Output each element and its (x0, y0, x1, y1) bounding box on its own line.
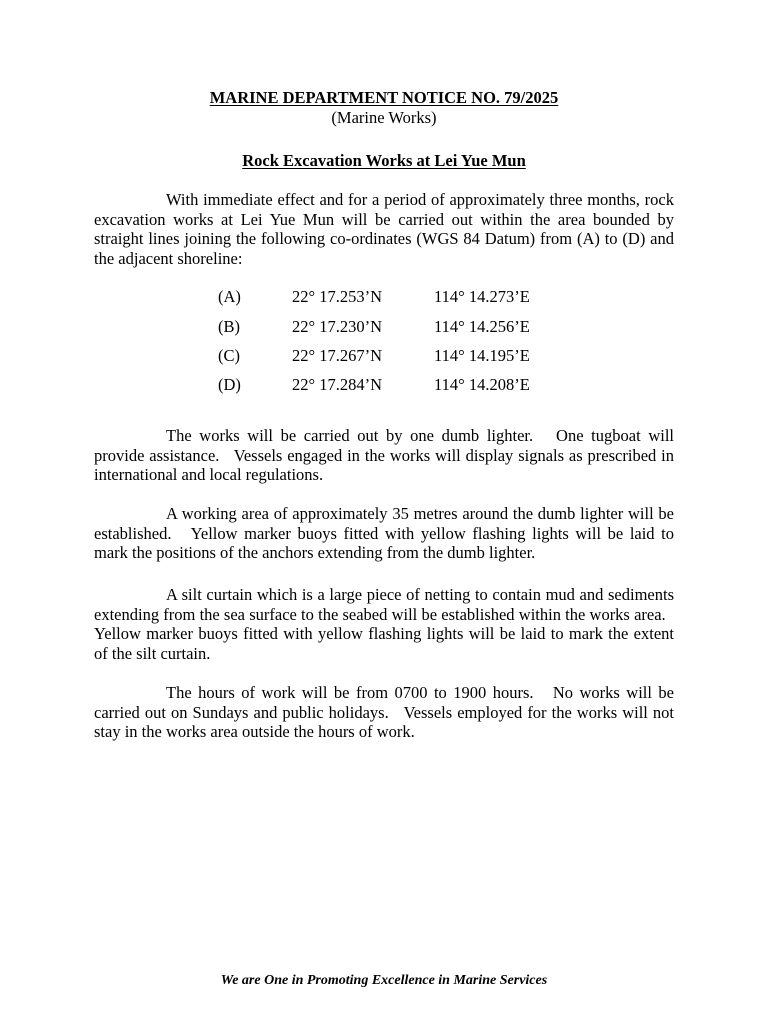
paragraph-hours: The hours of work will be from 0700 to 1900 hours. No works will be carried out on Sundays and public holidays. Vessels employed for the works will not stay in the works area outside the hours of work. (94, 683, 674, 741)
coordinate-longitude: 114° 14.208’E (434, 375, 530, 394)
coordinate-longitude: 114° 14.256’E (434, 317, 530, 336)
footer-motto: We are One in Promoting Excellence in Marine Services (220, 973, 548, 988)
coordinate-label: (A) (218, 287, 241, 306)
coordinate-label: (D) (218, 375, 241, 394)
coordinate-label: (B) (218, 317, 240, 336)
notice-heading: Rock Excavation Works at Lei Yue Mun (242, 151, 526, 170)
coordinate-latitude: 22° 17.230’N (292, 317, 383, 336)
paragraph-lighter: The works will be carried out by one dumb lighter. One tugboat will provide assistance. Vessels engaged in the works will display signals as prescribed in international and local regulations. (94, 426, 674, 484)
coordinate-row (0, 375, 768, 395)
notice-title: MARINE DEPARTMENT NOTICE NO. 79/2025 (209, 88, 559, 107)
paragraph-intro: With immediate effect and for a period of approximately three months, rock excavation works at Lei Yue Mun will be carried out within the area bounded by straight lines joining the following co-ordinates (WGS 84 Datum) from (A) to (D) and the adjacent shoreline: (94, 190, 674, 268)
paragraph-working-area: A working area of approximately 35 metres around the dumb lighter will be established. Yellow marker buoys fitted with yellow flashing lights will be laid to mark the positions of the anchors extending from the dumb lighter. (94, 504, 674, 562)
coordinate-longitude: 114° 14.195’E (434, 346, 530, 365)
coordinate-longitude: 114° 14.273’E (434, 287, 530, 306)
coordinate-latitude: 22° 17.253’N (292, 287, 383, 306)
coordinate-label: (C) (218, 346, 240, 365)
coordinate-row (0, 287, 768, 307)
notice-subtitle: (Marine Works) (331, 108, 437, 127)
paragraph-silt-curtain: A silt curtain which is a large piece of netting to contain mud and sediments extending from the sea surface to the seabed will be established within the works area. Yellow marker buoys fitted with yellow flashing lights will be laid to mark the extent of the silt curtain. (94, 585, 674, 663)
coordinate-latitude: 22° 17.284’N (292, 375, 383, 394)
coordinate-latitude: 22° 17.267’N (292, 346, 383, 365)
coordinate-row (0, 317, 768, 337)
coordinates-table (0, 287, 768, 407)
coordinate-row (0, 346, 768, 366)
